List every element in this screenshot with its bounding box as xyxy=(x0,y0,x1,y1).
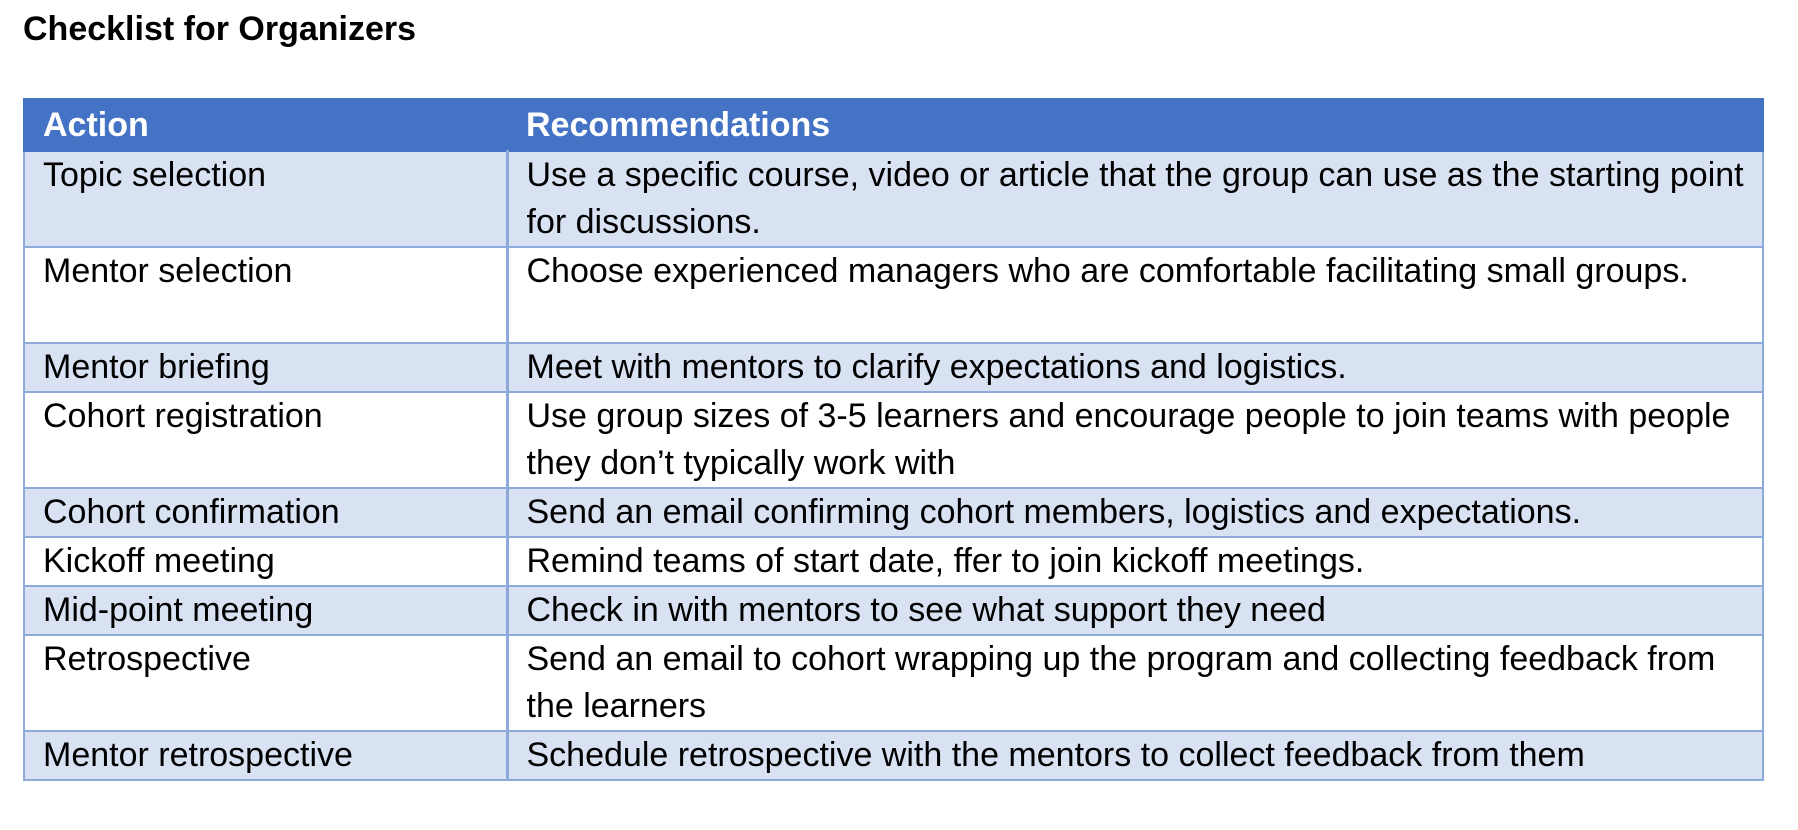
checklist-table xyxy=(23,98,1764,781)
table-row xyxy=(24,537,1763,586)
table-row xyxy=(24,247,1763,343)
action-cell: Retrospective xyxy=(24,635,507,731)
action-cell: Kickoff meeting xyxy=(24,537,507,586)
table-row xyxy=(24,586,1763,635)
recommendation-cell: Send an email to cohort wrapping up the program and collecting feedback from the learners xyxy=(507,635,1763,731)
column-header-action: Action xyxy=(24,99,507,151)
action-cell: Mentor briefing xyxy=(24,343,507,392)
action-cell: Topic selection xyxy=(24,151,507,247)
table-row xyxy=(24,488,1763,537)
action-cell: Mentor retrospective xyxy=(24,731,507,780)
recommendation-cell: Check in with mentors to see what support they need xyxy=(507,586,1763,635)
page-title: Checklist for Organizers xyxy=(23,10,417,48)
action-cell: Cohort confirmation xyxy=(24,488,507,537)
recommendation-cell: Remind teams of start date, ffer to join kickoff meetings. xyxy=(507,537,1763,586)
table-row xyxy=(24,392,1763,488)
column-header-recommendations: Recommendations xyxy=(507,99,1763,151)
table-row xyxy=(24,731,1763,780)
table-row xyxy=(24,343,1763,392)
action-cell: Mentor selection xyxy=(24,247,507,343)
recommendation-cell: Send an email confirming cohort members, logistics and expectations. xyxy=(507,488,1763,537)
recommendation-cell: Schedule retrospective with the mentors to collect feedback from them xyxy=(507,731,1763,780)
action-cell: Mid-point meeting xyxy=(24,586,507,635)
table-header-row xyxy=(24,99,1763,151)
recommendation-cell: Use group sizes of 3-5 learners and encourage people to join teams with people they don’t typically work with xyxy=(507,392,1763,488)
recommendation-cell: Choose experienced managers who are comfortable facilitating small groups. xyxy=(507,247,1763,343)
table-row xyxy=(24,151,1763,247)
recommendation-cell: Use a specific course, video or article that the group can use as the starting point for discussions. xyxy=(507,151,1763,247)
table-row xyxy=(24,635,1763,731)
recommendation-cell: Meet with mentors to clarify expectations and logistics. xyxy=(507,343,1763,392)
action-cell: Cohort registration xyxy=(24,392,507,488)
